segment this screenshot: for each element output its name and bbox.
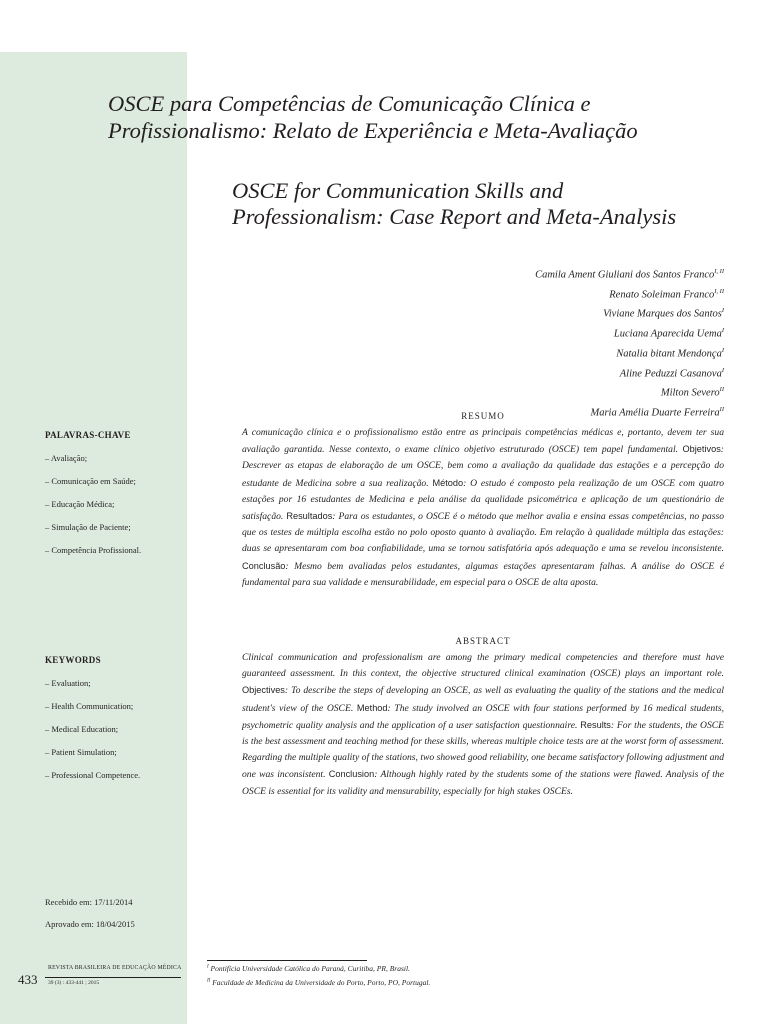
keyword-item: – Professional Competence. xyxy=(45,770,141,780)
author-list xyxy=(364,264,724,422)
keyword-item: – Competência Profissional. xyxy=(45,545,142,555)
keyword-item: – Patient Simulation; xyxy=(45,747,117,757)
palavras-chave-heading: PALAVRAS-CHAVE xyxy=(45,430,131,440)
keyword-item: – Comunicação em Saúde; xyxy=(45,476,136,486)
author: Aline Peduzzi Casanova$^I$ xyxy=(619,366,724,380)
keyword-item: – Simulação de Paciente; xyxy=(45,522,131,532)
author: Renato Soleiman Franco$^{I, II}$ xyxy=(609,287,724,301)
author: Luciana Aparecida Uema$^I$ xyxy=(613,327,724,340)
footnote: $^I$ Pontifícia Universidade Católica do Paraná, Curitiba, PR, Brasil. xyxy=(207,964,410,973)
palavras-chave-block xyxy=(45,430,185,568)
title-english: OSCE for Communication Skills and Professionalism: Case Report and Meta-Analysis xyxy=(232,178,677,229)
received-date: Recebido em: 17/11/2014 xyxy=(45,897,133,907)
page-number: 433 xyxy=(18,972,38,987)
footnote: $^{II}$ Faculdade de Medicina da Universidade do Porto, Porto, PO, Portugal. xyxy=(207,978,431,987)
author: Viviane Marques dos Santos$^I$ xyxy=(603,307,724,320)
keywords-block xyxy=(45,655,185,793)
abstract-text: Clinical communication and professionalism are among the primary medical competencies and therefore must have guaranteed assessment. In this context, the objective structured clinical examination (OSCE) plays an important role. Objectives: To describe the steps of developing an OSCE, as well as evaluating the quality of the stations and the medical student's view of the OSCE. Method: The study involved an OSCE with four stations performed by 16 medical students, psychometric quality analysis and the application of a user satisfaction questionnaire. Results: For the students, the OSCE is the best assessment and teaching method for these skills, whereas multiple choice tests are at the worst form of assessment. Regarding the multiple quality of the stations, two showed good reliability, one became satisfactory following adjustment and one was inconsistent. Conclusion: Although highly rated by the students some of the stations were flawed. Analysis of the OSCE is essential for its validity and mensurability, especially for high stakes OSCEs. xyxy=(242,652,725,797)
journal-divider xyxy=(45,977,181,978)
keyword-item: – Health Communication; xyxy=(45,701,134,711)
journal-volume: 39 (3) : 433-441 ; 2015 xyxy=(48,980,100,986)
resumo-text: A comunicação clínica e o profissionalismo estão entre as principais competências médicas e, portanto, devem ter sua avaliação garantida. Nesse contexto, o exame clínico objetivo estruturado (OSCE) tem papel fundamental. Objetivos: Descrever as etapas de elaboração de um OSCE, bem como a avaliação da qualidade das estações e a percepção do estudante de Medicina sobre a sua realização. Método: O estudo é composto pela realização de um OSCE com quatro estações por 16 estudantes de Medicina e pela análise da qualidade psicométrica e aplicação de um questionário de satisfação. Resultados: Para os estudantes, o OSCE é o método que melhor avalia e ensina essas competências, no passo que os testes de múltipla escolha estão no polo oposto quanto à avaliação. Em relação à qualidade múltipla das estações: duas se apresentaram com boa confiabilidade, uma se tornou satisfatória após adequação e uma se revelou inconsistente. Conclusão: Mesmo bem avaliadas pelos estudantes, algumas estações apresentaram falhas. A análise do OSCE é fundamental para sua validade e mensurabilidade, em especial para o OSCE de alta aposta. xyxy=(242,427,724,588)
approved-date: Aprovado em: 18/04/2015 xyxy=(45,919,135,929)
resumo-heading: RESUMO xyxy=(461,411,505,421)
keyword-item: – Educação Médica; xyxy=(45,499,115,509)
keyword-item: – Evaluation; xyxy=(45,678,91,688)
keywords-heading: KEYWORDS xyxy=(45,655,101,665)
journal-name: REVISTA BRASILEIRA DE EDUCAÇÃO MÉDICA xyxy=(48,965,182,971)
keyword-item: – Medical Education; xyxy=(45,724,119,734)
author: Natalia bitant Mendonça$^I$ xyxy=(616,346,724,360)
title-portuguese: OSCE para Competências de Comunicação Clínica e Profissionalismo: Relato de Experiência e Meta-Avaliação xyxy=(108,91,638,143)
author: Maria Amélia Duarte Ferreira$^{II}$ xyxy=(590,405,724,419)
abstract-heading: ABSTRACT xyxy=(455,636,511,646)
author: Camila Ament Giuliani dos Santos Franco$^{I, II}$ xyxy=(535,268,724,281)
keyword-item: – Avaliação; xyxy=(45,453,88,463)
footnote-divider xyxy=(207,960,367,961)
author: Milton Severo$^{II}$ xyxy=(660,386,724,399)
